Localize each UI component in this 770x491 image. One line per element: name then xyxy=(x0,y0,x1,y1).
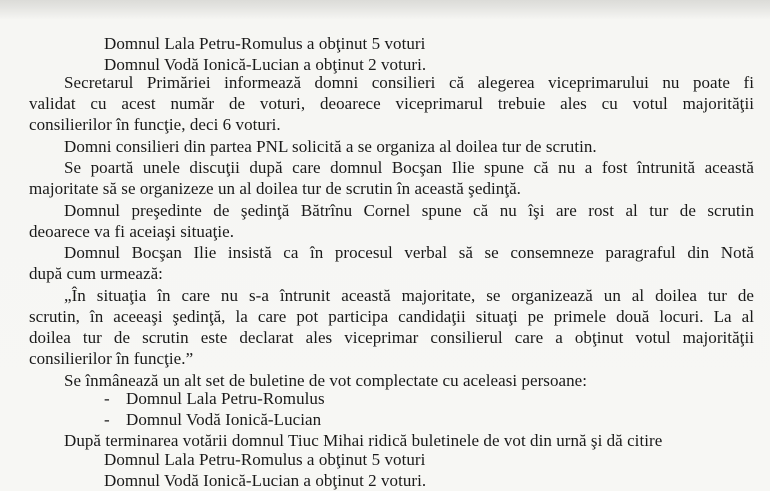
text-line-3: Secretarul Primăriei informează domni consilieri că alegerea viceprimarului nu poate fi xyxy=(64,73,754,92)
text-line-8: majoritate să se organizeze un al doilea tur de scrutin în această şedinţă. xyxy=(29,179,521,198)
text-line-12: după cum urmează: xyxy=(29,264,163,283)
list-item-2 xyxy=(104,409,321,430)
list-item-label: Domnul Vodă Ionică-Lucian xyxy=(126,410,322,429)
text-line-15: doilea tur de scrutin este declarat ales viceprimar consilierul care a obţinut votul majorităţii xyxy=(29,328,754,347)
text-line-21: Domnul Lala Petru-Romulus a obţinut 5 voturi xyxy=(104,450,426,469)
text-line-9: Domnul preşedinte de şedinţă Bătrînu Cornel spune că nu îşi are rost al tur de scrutin xyxy=(64,201,754,220)
text-line-4: validat cu acest număr de voturi, deoarece viceprimarul trebuie ales cu votul majorităţii xyxy=(29,94,754,113)
text-line-16: consilierilor în funcţie.” xyxy=(29,349,194,368)
text-line-14: scrutin, în aceeaşi şedinţă, la care pot participa candidaţii situaţi pe primele două locuri. La al xyxy=(29,307,754,326)
list-item-label: Domnul Lala Petru-Romulus xyxy=(126,389,325,408)
list-item-1 xyxy=(104,388,325,409)
text-line-22: Domnul Vodă Ionică-Lucian a obţinut 2 voturi. xyxy=(104,471,427,490)
text-line-6: Domni consilieri din partea PNL solicită a se organiza al doilea tur de scrutin. xyxy=(64,137,597,156)
text-line-5: consilierilor în funcţie, deci 6 voturi. xyxy=(29,115,281,134)
text-line-17: Se înmânează un alt set de buletine de vot complectate cu aceleasi persoane: xyxy=(64,371,588,390)
bullet-dash: - xyxy=(104,389,110,408)
bullet-dash: - xyxy=(104,410,110,429)
text-line-1: Domnul Lala Petru-Romulus a obţinut 5 voturi xyxy=(104,34,426,53)
text-line-20: După terminarea votării domnul Tiuc Mihai ridică buletinele de vot din urnă şi dă citire xyxy=(64,431,663,450)
text-line-2: Domnul Vodă Ionică-Lucian a obţinut 2 voturi. xyxy=(104,55,427,74)
text-line-10: deoarece va fi aceiaşi situaţie. xyxy=(29,222,235,241)
text-line-13: „În situaţia în care nu s-a întrunit această majoritate, se organizează un al doilea tur de xyxy=(64,286,754,305)
text-line-11: Domnul Bocşan Ilie insistă ca în procesul verbal să se consemneze paragraful din Notă xyxy=(64,243,754,262)
text-line-7: Se poartă unele discuţii după care domnul Bocşan Ilie spune că nu a fost întrunită această xyxy=(64,158,754,177)
scan-top-shadow xyxy=(0,0,770,20)
